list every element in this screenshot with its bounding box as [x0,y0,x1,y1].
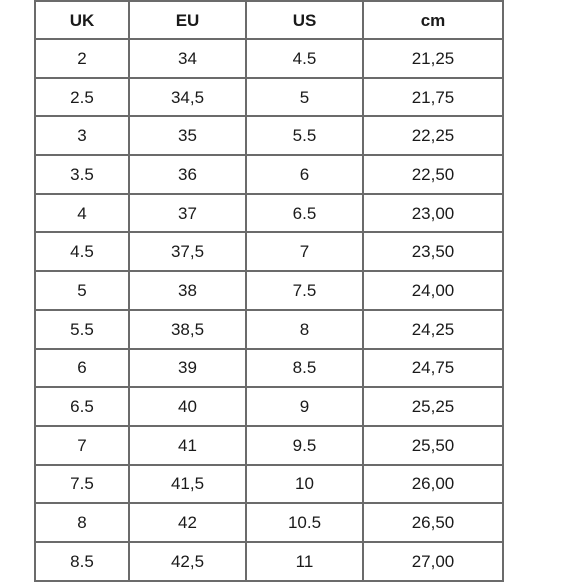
cell-eu: 37 [129,194,246,233]
cell-us: 9.5 [246,426,363,465]
cell-eu: 36 [129,155,246,194]
cell-cm: 23,00 [363,194,503,233]
cell-us: 8.5 [246,349,363,388]
cell-us: 5 [246,78,363,117]
cell-uk: 2 [35,39,129,78]
cell-us: 4.5 [246,39,363,78]
header-us: US [246,1,363,39]
cell-uk: 8 [35,503,129,542]
table-body [35,39,503,581]
table-row [35,542,503,581]
cell-us: 7.5 [246,271,363,310]
cell-cm: 24,75 [363,349,503,388]
table-row [35,116,503,155]
cell-us: 10.5 [246,503,363,542]
header-eu: EU [129,1,246,39]
table-row [35,503,503,542]
cell-cm: 25,25 [363,387,503,426]
size-conversion-table [34,0,504,582]
cell-us: 9 [246,387,363,426]
cell-us: 6.5 [246,194,363,233]
cell-uk: 5 [35,271,129,310]
cell-uk: 3 [35,116,129,155]
cell-eu: 37,5 [129,232,246,271]
cell-uk: 4.5 [35,232,129,271]
cell-us: 10 [246,465,363,504]
cell-us: 8 [246,310,363,349]
cell-cm: 24,25 [363,310,503,349]
header-row [35,1,503,39]
table-row [35,426,503,465]
table-row [35,78,503,117]
cell-uk: 5.5 [35,310,129,349]
cell-cm: 26,00 [363,465,503,504]
cell-us: 6 [246,155,363,194]
cell-uk: 8.5 [35,542,129,581]
cell-eu: 40 [129,387,246,426]
cell-cm: 27,00 [363,542,503,581]
table-row [35,39,503,78]
cell-eu: 41 [129,426,246,465]
cell-eu: 34 [129,39,246,78]
cell-cm: 22,25 [363,116,503,155]
cell-us: 11 [246,542,363,581]
cell-eu: 42,5 [129,542,246,581]
cell-uk: 3.5 [35,155,129,194]
cell-cm: 23,50 [363,232,503,271]
header-uk: UK [35,1,129,39]
table-row [35,232,503,271]
cell-uk: 6.5 [35,387,129,426]
cell-cm: 24,00 [363,271,503,310]
table-row [35,349,503,388]
cell-uk: 6 [35,349,129,388]
cell-uk: 2.5 [35,78,129,117]
cell-uk: 4 [35,194,129,233]
cell-cm: 22,50 [363,155,503,194]
table-row [35,310,503,349]
cell-us: 5.5 [246,116,363,155]
table-row [35,271,503,310]
header-cm: cm [363,1,503,39]
table-header [35,1,503,39]
cell-cm: 21,25 [363,39,503,78]
cell-cm: 21,75 [363,78,503,117]
table-row [35,465,503,504]
cell-eu: 41,5 [129,465,246,504]
cell-uk: 7 [35,426,129,465]
cell-eu: 42 [129,503,246,542]
cell-eu: 38 [129,271,246,310]
table-row [35,155,503,194]
cell-eu: 34,5 [129,78,246,117]
cell-cm: 26,50 [363,503,503,542]
cell-eu: 38,5 [129,310,246,349]
table-row [35,194,503,233]
cell-eu: 39 [129,349,246,388]
cell-cm: 25,50 [363,426,503,465]
cell-eu: 35 [129,116,246,155]
cell-us: 7 [246,232,363,271]
cell-uk: 7.5 [35,465,129,504]
table-row [35,387,503,426]
